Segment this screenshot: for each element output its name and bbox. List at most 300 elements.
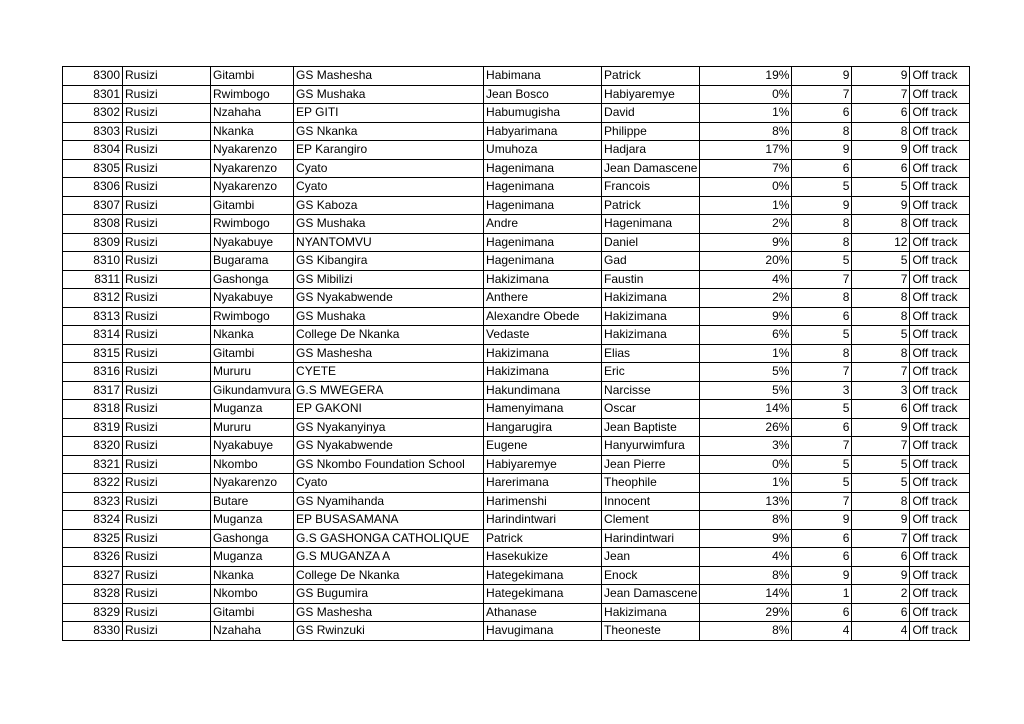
cell-score-a: 4 bbox=[792, 622, 852, 641]
cell-percent: 17% bbox=[700, 141, 792, 160]
cell-district: Rusizi bbox=[123, 326, 211, 345]
cell-score-a: 8 bbox=[792, 215, 852, 234]
cell-school: GS Bugumira bbox=[294, 585, 484, 604]
cell-percent: 2% bbox=[700, 215, 792, 234]
cell-school: G.S MUGANZA A bbox=[294, 548, 484, 567]
table-row bbox=[63, 252, 970, 271]
cell-district: Rusizi bbox=[123, 307, 211, 326]
cell-score-a: 5 bbox=[792, 326, 852, 345]
cell-school: GS Nyakanyinya bbox=[294, 418, 484, 437]
table-row bbox=[63, 178, 970, 197]
cell-first-name: Enock bbox=[602, 566, 700, 585]
cell-district: Rusizi bbox=[123, 400, 211, 419]
cell-sector: Muganza bbox=[211, 511, 294, 530]
cell-first-name: Hakizimana bbox=[602, 307, 700, 326]
cell-status: Off track bbox=[910, 381, 970, 400]
cell-district: Rusizi bbox=[123, 233, 211, 252]
cell-score-b: 9 bbox=[852, 566, 910, 585]
cell-school: GS Mibilizi bbox=[294, 270, 484, 289]
cell-district: Rusizi bbox=[123, 511, 211, 530]
cell-percent: 5% bbox=[700, 363, 792, 382]
cell-percent: 0% bbox=[700, 178, 792, 197]
cell-status: Off track bbox=[910, 141, 970, 160]
table-row bbox=[63, 159, 970, 178]
cell-first-name: Hadjara bbox=[602, 141, 700, 160]
cell-status: Off track bbox=[910, 437, 970, 456]
cell-surname: Eugene bbox=[484, 437, 602, 456]
table-row bbox=[63, 529, 970, 548]
cell-score-a: 6 bbox=[792, 104, 852, 123]
cell-sector: Nkombo bbox=[211, 585, 294, 604]
cell-district: Rusizi bbox=[123, 437, 211, 456]
cell-first-name: Hakizimana bbox=[602, 603, 700, 622]
table-row bbox=[63, 455, 970, 474]
cell-status: Off track bbox=[910, 326, 970, 345]
cell-sector: Nyakarenzo bbox=[211, 141, 294, 160]
cell-percent: 29% bbox=[700, 603, 792, 622]
cell-score-b: 3 bbox=[852, 381, 910, 400]
cell-first-name: Theoneste bbox=[602, 622, 700, 641]
cell-school: GS Nyakabwende bbox=[294, 289, 484, 308]
cell-score-a: 9 bbox=[792, 511, 852, 530]
cell-district: Rusizi bbox=[123, 178, 211, 197]
cell-district: Rusizi bbox=[123, 289, 211, 308]
cell-school: GS Nkanka bbox=[294, 122, 484, 141]
cell-id: 8329 bbox=[63, 603, 123, 622]
cell-first-name: Hagenimana bbox=[602, 215, 700, 234]
cell-id: 8323 bbox=[63, 492, 123, 511]
cell-score-a: 6 bbox=[792, 548, 852, 567]
cell-first-name: Harindintwari bbox=[602, 529, 700, 548]
cell-status: Off track bbox=[910, 474, 970, 493]
table-row bbox=[63, 492, 970, 511]
cell-percent: 5% bbox=[700, 381, 792, 400]
cell-school: EP BUSASAMANA bbox=[294, 511, 484, 530]
cell-sector: Gitambi bbox=[211, 603, 294, 622]
cell-score-a: 7 bbox=[792, 492, 852, 511]
cell-status: Off track bbox=[910, 455, 970, 474]
cell-first-name: Patrick bbox=[602, 67, 700, 86]
table-row bbox=[63, 122, 970, 141]
cell-district: Rusizi bbox=[123, 585, 211, 604]
cell-school: GS Mushaka bbox=[294, 307, 484, 326]
table-row bbox=[63, 585, 970, 604]
cell-school: GS Mashesha bbox=[294, 67, 484, 86]
cell-percent: 9% bbox=[700, 529, 792, 548]
cell-surname: Hategekimana bbox=[484, 585, 602, 604]
cell-id: 8301 bbox=[63, 85, 123, 104]
cell-first-name: Jean Damascene bbox=[602, 159, 700, 178]
cell-sector: Mururu bbox=[211, 363, 294, 382]
cell-school: GS Nyamihanda bbox=[294, 492, 484, 511]
cell-id: 8313 bbox=[63, 307, 123, 326]
cell-sector: Bugarama bbox=[211, 252, 294, 271]
cell-surname: Anthere bbox=[484, 289, 602, 308]
cell-surname: Hangarugira bbox=[484, 418, 602, 437]
cell-score-a: 9 bbox=[792, 141, 852, 160]
cell-score-b: 7 bbox=[852, 529, 910, 548]
cell-school: GS Kaboza bbox=[294, 196, 484, 215]
cell-score-b: 7 bbox=[852, 85, 910, 104]
cell-school: CYETE bbox=[294, 363, 484, 382]
cell-sector: Nkanka bbox=[211, 122, 294, 141]
cell-id: 8320 bbox=[63, 437, 123, 456]
cell-status: Off track bbox=[910, 566, 970, 585]
cell-score-b: 8 bbox=[852, 122, 910, 141]
cell-district: Rusizi bbox=[123, 381, 211, 400]
cell-id: 8315 bbox=[63, 344, 123, 363]
cell-sector: Nkombo bbox=[211, 455, 294, 474]
table-row bbox=[63, 289, 970, 308]
cell-score-b: 5 bbox=[852, 455, 910, 474]
cell-status: Off track bbox=[910, 363, 970, 382]
cell-score-b: 6 bbox=[852, 104, 910, 123]
cell-school: NYANTOMVU bbox=[294, 233, 484, 252]
cell-status: Off track bbox=[910, 178, 970, 197]
cell-percent: 13% bbox=[700, 492, 792, 511]
cell-status: Off track bbox=[910, 104, 970, 123]
cell-score-a: 7 bbox=[792, 270, 852, 289]
cell-surname: Umuhoza bbox=[484, 141, 602, 160]
cell-first-name: Hakizimana bbox=[602, 289, 700, 308]
cell-status: Off track bbox=[910, 585, 970, 604]
cell-id: 8324 bbox=[63, 511, 123, 530]
table-row bbox=[63, 400, 970, 419]
cell-school: GS Mashesha bbox=[294, 603, 484, 622]
cell-id: 8328 bbox=[63, 585, 123, 604]
cell-status: Off track bbox=[910, 400, 970, 419]
cell-score-a: 5 bbox=[792, 252, 852, 271]
cell-status: Off track bbox=[910, 159, 970, 178]
cell-percent: 2% bbox=[700, 289, 792, 308]
cell-district: Rusizi bbox=[123, 548, 211, 567]
cell-sector: Butare bbox=[211, 492, 294, 511]
cell-score-a: 5 bbox=[792, 178, 852, 197]
cell-district: Rusizi bbox=[123, 418, 211, 437]
cell-score-b: 8 bbox=[852, 344, 910, 363]
cell-status: Off track bbox=[910, 215, 970, 234]
cell-id: 8325 bbox=[63, 529, 123, 548]
cell-id: 8300 bbox=[63, 67, 123, 86]
cell-surname: Hakizimana bbox=[484, 363, 602, 382]
cell-percent: 8% bbox=[700, 622, 792, 641]
cell-surname: Andre bbox=[484, 215, 602, 234]
table-row bbox=[63, 270, 970, 289]
cell-status: Off track bbox=[910, 289, 970, 308]
cell-first-name: Theophile bbox=[602, 474, 700, 493]
cell-first-name: Francois bbox=[602, 178, 700, 197]
cell-first-name: Philippe bbox=[602, 122, 700, 141]
cell-school: G.S MWEGERA bbox=[294, 381, 484, 400]
cell-surname: Hakizimana bbox=[484, 344, 602, 363]
cell-district: Rusizi bbox=[123, 85, 211, 104]
cell-id: 8312 bbox=[63, 289, 123, 308]
cell-first-name: David bbox=[602, 104, 700, 123]
cell-status: Off track bbox=[910, 344, 970, 363]
cell-score-b: 5 bbox=[852, 326, 910, 345]
cell-score-b: 9 bbox=[852, 418, 910, 437]
cell-surname: Havugimana bbox=[484, 622, 602, 641]
cell-id: 8322 bbox=[63, 474, 123, 493]
cell-score-b: 7 bbox=[852, 363, 910, 382]
cell-surname: Hakundimana bbox=[484, 381, 602, 400]
cell-score-a: 9 bbox=[792, 196, 852, 215]
cell-percent: 7% bbox=[700, 159, 792, 178]
table-row bbox=[63, 141, 970, 160]
cell-score-a: 1 bbox=[792, 585, 852, 604]
cell-score-b: 2 bbox=[852, 585, 910, 604]
cell-first-name: Clement bbox=[602, 511, 700, 530]
cell-percent: 9% bbox=[700, 307, 792, 326]
cell-score-b: 5 bbox=[852, 252, 910, 271]
cell-status: Off track bbox=[910, 492, 970, 511]
cell-sector: Nyakabuye bbox=[211, 289, 294, 308]
cell-district: Rusizi bbox=[123, 344, 211, 363]
cell-score-b: 8 bbox=[852, 492, 910, 511]
cell-first-name: Jean Pierre bbox=[602, 455, 700, 474]
cell-surname: Hamenyimana bbox=[484, 400, 602, 419]
cell-percent: 0% bbox=[700, 455, 792, 474]
cell-school: Cyato bbox=[294, 178, 484, 197]
cell-score-a: 5 bbox=[792, 474, 852, 493]
cell-percent: 3% bbox=[700, 437, 792, 456]
cell-status: Off track bbox=[910, 548, 970, 567]
cell-id: 8317 bbox=[63, 381, 123, 400]
cell-surname: Harindintwari bbox=[484, 511, 602, 530]
cell-id: 8309 bbox=[63, 233, 123, 252]
cell-district: Rusizi bbox=[123, 529, 211, 548]
cell-school: College De Nkanka bbox=[294, 326, 484, 345]
cell-first-name: Habiyaremye bbox=[602, 85, 700, 104]
cell-school: GS Nkombo Foundation School bbox=[294, 455, 484, 474]
cell-school: EP GITI bbox=[294, 104, 484, 123]
cell-sector: Nkanka bbox=[211, 566, 294, 585]
cell-surname: Hagenimana bbox=[484, 233, 602, 252]
cell-score-b: 8 bbox=[852, 307, 910, 326]
cell-score-a: 7 bbox=[792, 437, 852, 456]
cell-score-a: 6 bbox=[792, 418, 852, 437]
cell-sector: Nkanka bbox=[211, 326, 294, 345]
table-row bbox=[63, 196, 970, 215]
cell-first-name: Eric bbox=[602, 363, 700, 382]
cell-score-b: 9 bbox=[852, 141, 910, 160]
cell-district: Rusizi bbox=[123, 104, 211, 123]
cell-first-name: Hanyurwimfura bbox=[602, 437, 700, 456]
cell-status: Off track bbox=[910, 85, 970, 104]
cell-status: Off track bbox=[910, 418, 970, 437]
cell-percent: 14% bbox=[700, 400, 792, 419]
cell-school: GS Nyakabwende bbox=[294, 437, 484, 456]
cell-id: 8318 bbox=[63, 400, 123, 419]
cell-sector: Rwimbogo bbox=[211, 85, 294, 104]
cell-school: GS Kibangira bbox=[294, 252, 484, 271]
cell-district: Rusizi bbox=[123, 196, 211, 215]
cell-score-b: 6 bbox=[852, 400, 910, 419]
cell-score-a: 6 bbox=[792, 529, 852, 548]
cell-district: Rusizi bbox=[123, 67, 211, 86]
cell-id: 8311 bbox=[63, 270, 123, 289]
cell-percent: 19% bbox=[700, 67, 792, 86]
cell-percent: 0% bbox=[700, 85, 792, 104]
cell-school: GS Mushaka bbox=[294, 215, 484, 234]
cell-status: Off track bbox=[910, 233, 970, 252]
cell-first-name: Jean Damascene bbox=[602, 585, 700, 604]
cell-sector: Nzahaha bbox=[211, 622, 294, 641]
cell-surname: Hakizimana bbox=[484, 270, 602, 289]
cell-sector: Mururu bbox=[211, 418, 294, 437]
table-row bbox=[63, 85, 970, 104]
data-table bbox=[62, 66, 970, 641]
cell-school: G.S GASHONGA CATHOLIQUE bbox=[294, 529, 484, 548]
cell-score-a: 5 bbox=[792, 400, 852, 419]
cell-score-b: 6 bbox=[852, 159, 910, 178]
cell-surname: Athanase bbox=[484, 603, 602, 622]
cell-school: Cyato bbox=[294, 474, 484, 493]
table-row bbox=[63, 344, 970, 363]
cell-district: Rusizi bbox=[123, 270, 211, 289]
cell-id: 8308 bbox=[63, 215, 123, 234]
cell-percent: 8% bbox=[700, 566, 792, 585]
cell-surname: Habiyaremye bbox=[484, 455, 602, 474]
table-row bbox=[63, 363, 970, 382]
table-row bbox=[63, 548, 970, 567]
cell-first-name: Elias bbox=[602, 344, 700, 363]
cell-first-name: Patrick bbox=[602, 196, 700, 215]
cell-sector: Gitambi bbox=[211, 344, 294, 363]
cell-score-b: 9 bbox=[852, 67, 910, 86]
cell-surname: Hasekukize bbox=[484, 548, 602, 567]
cell-district: Rusizi bbox=[123, 122, 211, 141]
cell-sector: Gashonga bbox=[211, 270, 294, 289]
cell-district: Rusizi bbox=[123, 363, 211, 382]
cell-sector: Nyakabuye bbox=[211, 437, 294, 456]
cell-school: EP Karangiro bbox=[294, 141, 484, 160]
table-row bbox=[63, 233, 970, 252]
table-row bbox=[63, 603, 970, 622]
cell-sector: Nyakabuye bbox=[211, 233, 294, 252]
cell-first-name: Jean bbox=[602, 548, 700, 567]
cell-score-a: 8 bbox=[792, 122, 852, 141]
cell-surname: Habumugisha bbox=[484, 104, 602, 123]
cell-status: Off track bbox=[910, 307, 970, 326]
cell-score-b: 4 bbox=[852, 622, 910, 641]
cell-status: Off track bbox=[910, 270, 970, 289]
cell-school: Cyato bbox=[294, 159, 484, 178]
cell-status: Off track bbox=[910, 252, 970, 271]
table-row bbox=[63, 418, 970, 437]
cell-score-a: 3 bbox=[792, 381, 852, 400]
table-row bbox=[63, 437, 970, 456]
cell-first-name: Hakizimana bbox=[602, 326, 700, 345]
cell-id: 8321 bbox=[63, 455, 123, 474]
cell-percent: 4% bbox=[700, 270, 792, 289]
table-row bbox=[63, 511, 970, 530]
table-body bbox=[63, 67, 970, 641]
cell-sector: Nzahaha bbox=[211, 104, 294, 123]
cell-score-a: 7 bbox=[792, 363, 852, 382]
cell-surname: Habimana bbox=[484, 67, 602, 86]
cell-id: 8302 bbox=[63, 104, 123, 123]
cell-district: Rusizi bbox=[123, 252, 211, 271]
cell-score-b: 9 bbox=[852, 511, 910, 530]
cell-percent: 8% bbox=[700, 122, 792, 141]
cell-percent: 1% bbox=[700, 344, 792, 363]
cell-status: Off track bbox=[910, 511, 970, 530]
cell-score-a: 9 bbox=[792, 566, 852, 585]
cell-surname: Harimenshi bbox=[484, 492, 602, 511]
cell-status: Off track bbox=[910, 67, 970, 86]
cell-surname: Alexandre Obede bbox=[484, 307, 602, 326]
cell-percent: 1% bbox=[700, 104, 792, 123]
cell-sector: Nyakarenzo bbox=[211, 159, 294, 178]
cell-sector: Nyakarenzo bbox=[211, 474, 294, 493]
cell-id: 8316 bbox=[63, 363, 123, 382]
cell-status: Off track bbox=[910, 622, 970, 641]
table-row bbox=[63, 622, 970, 641]
cell-surname: Habyarimana bbox=[484, 122, 602, 141]
table-row bbox=[63, 381, 970, 400]
cell-score-b: 6 bbox=[852, 603, 910, 622]
cell-sector: Rwimbogo bbox=[211, 215, 294, 234]
table-row bbox=[63, 474, 970, 493]
cell-district: Rusizi bbox=[123, 455, 211, 474]
cell-score-b: 12 bbox=[852, 233, 910, 252]
cell-district: Rusizi bbox=[123, 474, 211, 493]
cell-sector: Gitambi bbox=[211, 67, 294, 86]
cell-score-b: 5 bbox=[852, 178, 910, 197]
cell-district: Rusizi bbox=[123, 603, 211, 622]
cell-id: 8304 bbox=[63, 141, 123, 160]
cell-id: 8310 bbox=[63, 252, 123, 271]
table-row bbox=[63, 67, 970, 86]
cell-district: Rusizi bbox=[123, 492, 211, 511]
cell-percent: 8% bbox=[700, 511, 792, 530]
cell-surname: Hagenimana bbox=[484, 178, 602, 197]
cell-surname: Hagenimana bbox=[484, 252, 602, 271]
cell-status: Off track bbox=[910, 122, 970, 141]
cell-sector: Gashonga bbox=[211, 529, 294, 548]
cell-surname: Patrick bbox=[484, 529, 602, 548]
cell-score-a: 7 bbox=[792, 85, 852, 104]
table-row bbox=[63, 307, 970, 326]
table-row bbox=[63, 215, 970, 234]
cell-id: 8330 bbox=[63, 622, 123, 641]
cell-school: GS Mashesha bbox=[294, 344, 484, 363]
cell-sector: Gikundamvura bbox=[211, 381, 294, 400]
cell-first-name: Daniel bbox=[602, 233, 700, 252]
table-row bbox=[63, 104, 970, 123]
cell-first-name: Faustin bbox=[602, 270, 700, 289]
cell-percent: 20% bbox=[700, 252, 792, 271]
cell-percent: 4% bbox=[700, 548, 792, 567]
cell-id: 8305 bbox=[63, 159, 123, 178]
cell-percent: 1% bbox=[700, 196, 792, 215]
cell-surname: Harerimana bbox=[484, 474, 602, 493]
cell-score-a: 6 bbox=[792, 307, 852, 326]
cell-score-a: 8 bbox=[792, 344, 852, 363]
cell-surname: Hategekimana bbox=[484, 566, 602, 585]
cell-score-a: 8 bbox=[792, 233, 852, 252]
cell-percent: 6% bbox=[700, 326, 792, 345]
cell-status: Off track bbox=[910, 529, 970, 548]
cell-surname: Hagenimana bbox=[484, 196, 602, 215]
cell-school: College De Nkanka bbox=[294, 566, 484, 585]
cell-score-a: 6 bbox=[792, 603, 852, 622]
cell-percent: 14% bbox=[700, 585, 792, 604]
cell-first-name: Jean Baptiste bbox=[602, 418, 700, 437]
cell-district: Rusizi bbox=[123, 622, 211, 641]
cell-score-b: 7 bbox=[852, 437, 910, 456]
